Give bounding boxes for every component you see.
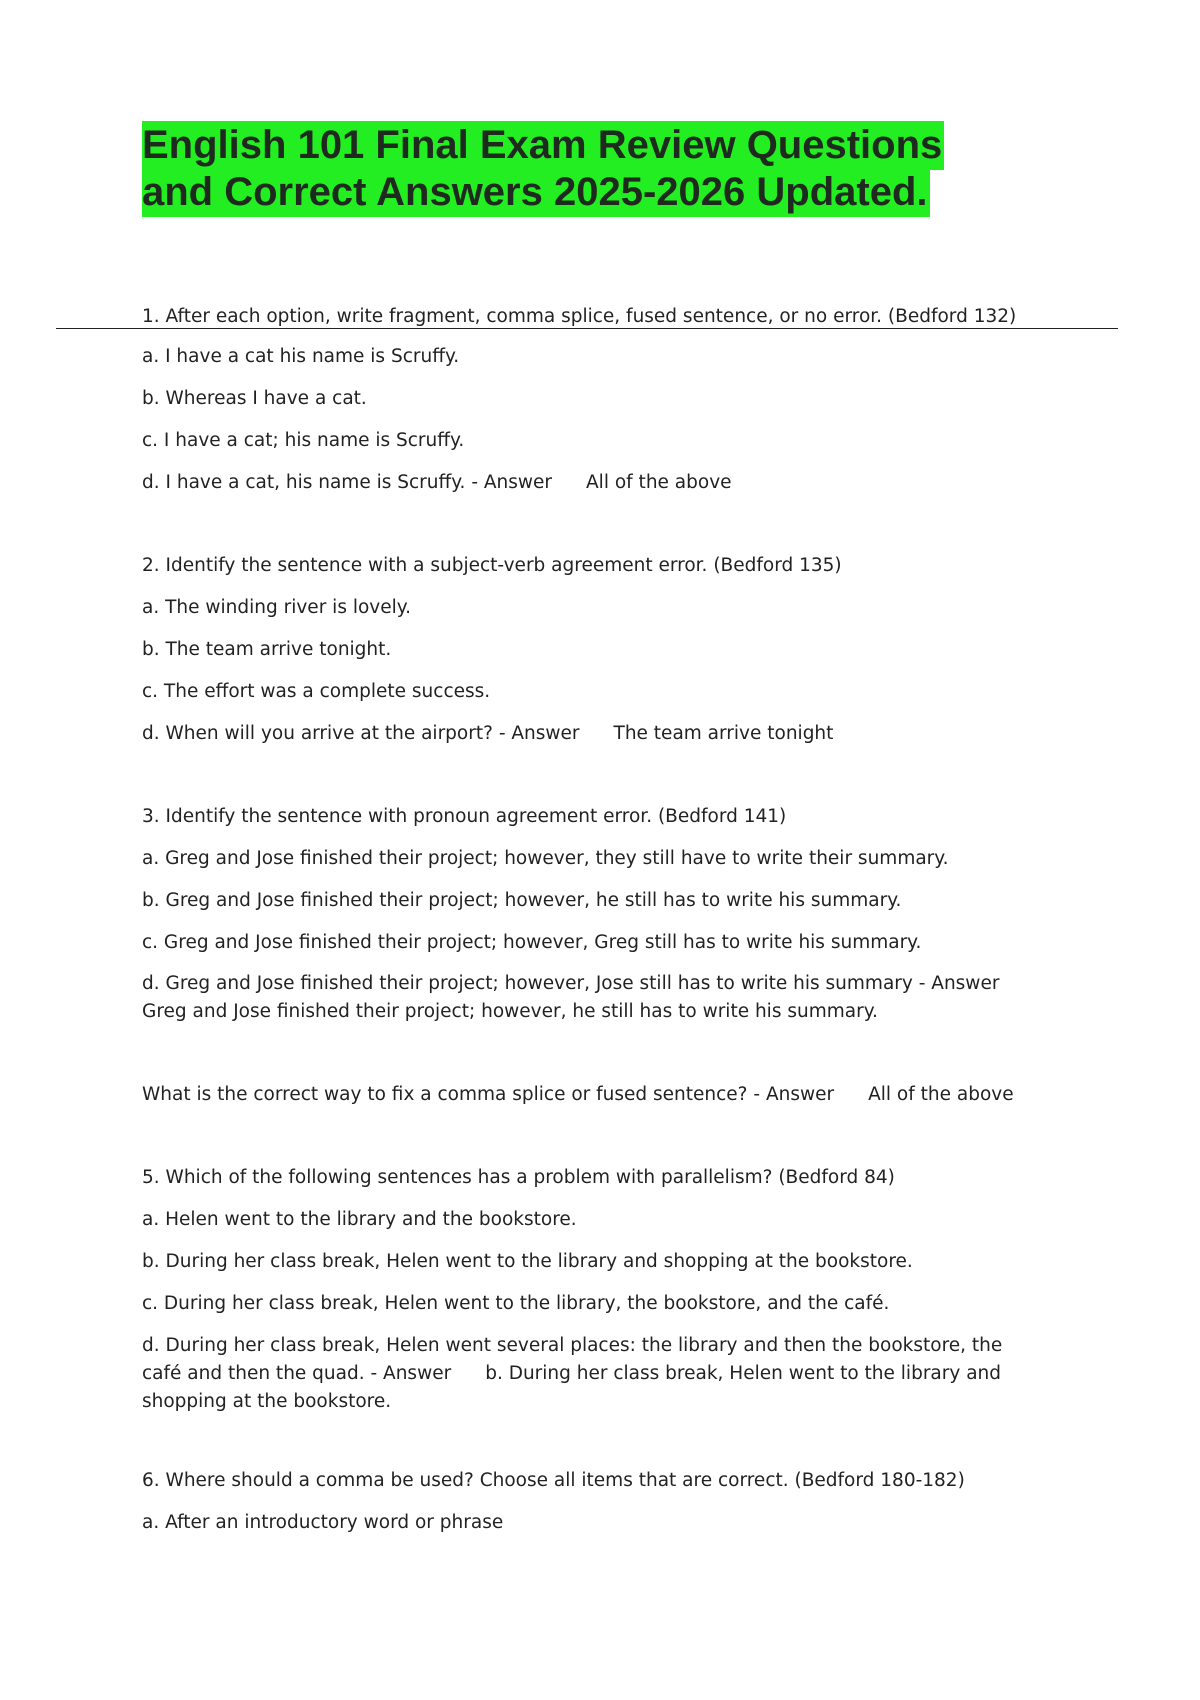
question-1-option-d-text: d. I have a cat, his name is Scruffy. bbox=[142, 472, 466, 493]
question-1-option-a: a. I have a cat his name is Scruffy. bbox=[142, 346, 460, 367]
title-highlight: English 101 Final Exam Review Questions and Correct Answers 2025-2026 Updated. bbox=[142, 121, 944, 217]
question-4-answer: All of the above bbox=[868, 1084, 1014, 1105]
question-5-prompt: 5. Which of the following sentences has a problem with parallelism? (Bedford 84) bbox=[142, 1167, 895, 1188]
question-4-prompt bbox=[142, 1081, 1014, 1109]
question-3-option-b: b. Greg and Jose finished their project; however, he still has to write his summary. bbox=[142, 890, 902, 911]
question-1-prompt: 1. After each option, write fragment, comma splice, fused sentence, or no error. (Bedford 132) bbox=[142, 306, 1017, 327]
question-4-prompt-text: What is the correct way to fix a comma splice or fused sentence? bbox=[142, 1084, 748, 1105]
answer-label: - Answer bbox=[370, 1363, 452, 1384]
question-2-option-a: a. The winding river is lovely. bbox=[142, 597, 411, 618]
question-3-option-a: a. Greg and Jose finished their project; however, they still have to write their summary. bbox=[142, 848, 949, 869]
question-2-option-b: b. The team arrive tonight. bbox=[142, 639, 392, 660]
question-5-option-b: b. During her class break, Helen went to the library and shopping at the bookstore. bbox=[142, 1251, 913, 1272]
question-3-answer: Greg and Jose finished their project; however, he still has to write his summary. bbox=[142, 1001, 878, 1022]
question-5-option-a: a. Helen went to the library and the bookstore. bbox=[142, 1209, 577, 1230]
question-1-option-b: b. Whereas I have a cat. bbox=[142, 388, 367, 409]
question-2-option-c: c. The effort was a complete success. bbox=[142, 681, 491, 702]
question-5-option-d bbox=[142, 1332, 1042, 1416]
question-1-option-c: c. I have a cat; his name is Scruffy. bbox=[142, 430, 465, 451]
question-2-option-d bbox=[142, 720, 833, 748]
answer-label: - Answer bbox=[918, 973, 1000, 994]
question-2-answer: The team arrive tonight bbox=[613, 723, 834, 744]
question-5-option-c: c. During her class break, Helen went to the library, the bookstore, and the café. bbox=[142, 1293, 890, 1314]
answer-label: - Answer bbox=[498, 723, 580, 744]
document-title bbox=[142, 122, 1022, 216]
question-6-prompt: 6. Where should a comma be used? Choose all items that are correct. (Bedford 180-182) bbox=[142, 1470, 965, 1491]
question-2-prompt: 2. Identify the sentence with a subject-verb agreement error. (Bedford 135) bbox=[142, 555, 842, 576]
question-5-answer: b. During her class break, Helen went to the library and shopping at the bookstore. bbox=[142, 1363, 1001, 1412]
question-3-option-c: c. Greg and Jose finished their project; however, Greg still has to write his summary. bbox=[142, 932, 922, 953]
question-3-prompt: 3. Identify the sentence with pronoun agreement error. (Bedford 141) bbox=[142, 806, 787, 827]
question-3-option-d-text: d. Greg and Jose finished their project; however, Jose still has to write his summary bbox=[142, 973, 913, 994]
question-1-answer: All of the above bbox=[586, 472, 732, 493]
question-1-option-d bbox=[142, 469, 732, 497]
question-2-option-d-text: d. When will you arrive at the airport? bbox=[142, 723, 493, 744]
answer-label: - Answer bbox=[753, 1084, 835, 1105]
question-3-option-d bbox=[142, 970, 1042, 1026]
answer-label: - Answer bbox=[471, 472, 553, 493]
question-6-option-a: a. After an introductory word or phrase bbox=[142, 1512, 504, 1533]
question-5-option-d-text: d. During her class break, Helen went several places: the library and then the bookstore, the café and then the quad. bbox=[142, 1335, 1003, 1384]
